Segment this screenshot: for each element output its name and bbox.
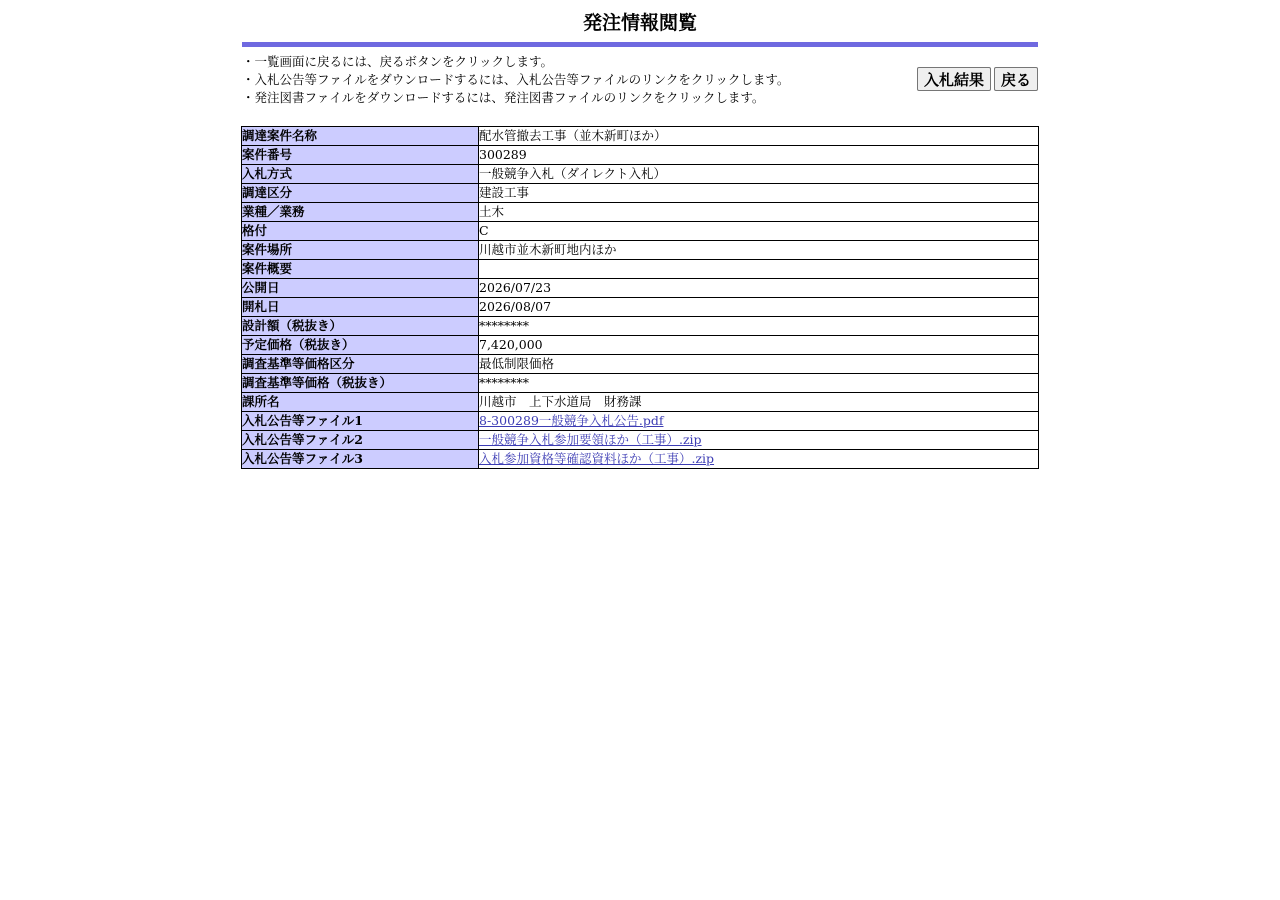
table-row: [242, 127, 1039, 146]
table-row: [242, 412, 1039, 431]
row-label-notice-file-1: 入札公告等ファイル1: [242, 412, 479, 431]
row-label-opening-date: 開札日: [242, 298, 479, 317]
instructions-row: [242, 47, 1038, 127]
instruction-notice-files: ・入札公告等ファイルをダウンロードするには、入札公告等ファイルのリンクをクリックします。: [242, 72, 790, 87]
table-row: [242, 184, 1039, 203]
table-row: [242, 431, 1039, 450]
row-value-procurement-type: 建設工事: [479, 184, 1039, 203]
row-label-notice-file-3: 入札公告等ファイル3: [242, 450, 479, 469]
row-value-department: 川越市 上下水道局 財務課: [479, 393, 1039, 412]
row-value-location: 川越市並木新町地内ほか: [479, 241, 1039, 260]
table-row: [242, 279, 1039, 298]
row-value-project-number: 300289: [479, 146, 1039, 165]
row-label-standard-price-type: 調査基準等価格区分: [242, 355, 479, 374]
table-row: [242, 146, 1039, 165]
row-value-standard-price-type: 最低制限価格: [479, 355, 1039, 374]
table-row: [242, 355, 1039, 374]
row-value-planned-price: 7,420,000: [479, 336, 1039, 355]
row-value-summary: [479, 260, 1039, 279]
table-row: [242, 165, 1039, 184]
table-row: [242, 374, 1039, 393]
row-label-summary: 案件概要: [242, 260, 479, 279]
table-row: [242, 298, 1039, 317]
row-label-industry: 業種／業務: [242, 203, 479, 222]
instruction-drawing-files: ・発注図書ファイルをダウンロードするには、発注図書ファイルのリンクをクリックします。: [242, 90, 765, 105]
row-label-planned-price: 予定価格（税抜き）: [242, 336, 479, 355]
back-button[interactable]: 戻る: [994, 67, 1038, 91]
table-row: [242, 222, 1039, 241]
row-label-department: 課所名: [242, 393, 479, 412]
instructions: [242, 53, 789, 107]
table-row: [242, 336, 1039, 355]
table-row: [242, 393, 1039, 412]
row-value-design-amount: ********: [479, 317, 1039, 336]
row-value-publish-date: 2026/07/23: [479, 279, 1039, 298]
row-value-industry: 土木: [479, 203, 1039, 222]
row-label-bid-method: 入札方式: [242, 165, 479, 184]
table-row: [242, 203, 1039, 222]
table-row: [242, 450, 1039, 469]
page-title: 発注情報閲覧: [582, 12, 697, 34]
row-label-rank: 格付: [242, 222, 479, 241]
row-value-bid-method: 一般競争入札（ダイレクト入札）: [479, 165, 1039, 184]
notice-file-2-link[interactable]: 一般競争入札参加要領ほか（工事）.zip: [479, 432, 702, 447]
row-label-procurement-type: 調達区分: [242, 184, 479, 203]
notice-file-3-link[interactable]: 入札参加資格等確認資料ほか（工事）.zip: [479, 451, 715, 466]
row-value-opening-date: 2026/08/07: [479, 298, 1039, 317]
row-label-project-number: 案件番号: [242, 146, 479, 165]
row-label-location: 案件場所: [242, 241, 479, 260]
button-group: [917, 67, 1038, 91]
row-value-rank: C: [479, 222, 1039, 241]
row-label-design-amount: 設計額（税抜き）: [242, 317, 479, 336]
row-value-notice-file-1: [479, 412, 1039, 431]
table-row: [242, 241, 1039, 260]
order-detail-table: [241, 126, 1039, 469]
row-label-standard-price: 調査基準等価格（税抜き）: [242, 374, 479, 393]
instruction-back: ・一覧画面に戻るには、戻るボタンをクリックします。: [242, 54, 554, 69]
row-value-notice-file-3: [479, 450, 1039, 469]
row-value-project-name: 配水管撤去工事（並木新町ほか）: [479, 127, 1039, 146]
row-label-project-name: 調達案件名称: [242, 127, 479, 146]
bid-result-button[interactable]: 入札結果: [917, 67, 991, 91]
table-row: [242, 317, 1039, 336]
row-value-notice-file-2: [479, 431, 1039, 450]
row-label-notice-file-2: 入札公告等ファイル2: [242, 431, 479, 450]
notice-file-1-link[interactable]: 8-300289一般競争入札公告.pdf: [479, 413, 664, 428]
table-row: [242, 260, 1039, 279]
row-label-publish-date: 公開日: [242, 279, 479, 298]
row-value-standard-price: ********: [479, 374, 1039, 393]
main-container: [242, 0, 1038, 466]
